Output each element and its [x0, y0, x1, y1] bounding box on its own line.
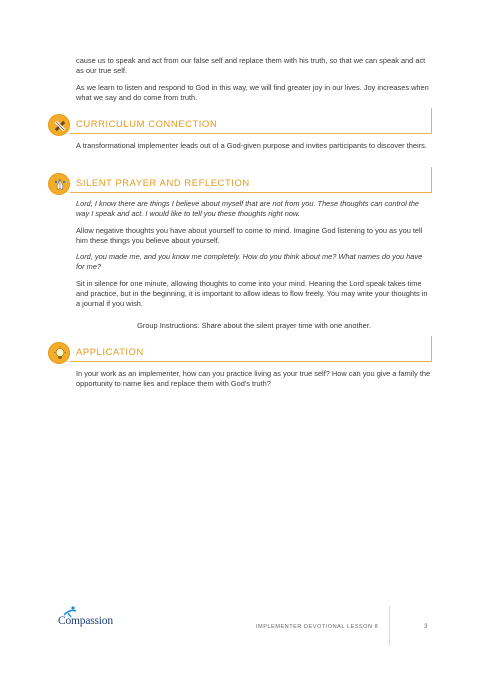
curriculum-body: [76, 141, 432, 151]
page-number: 3: [424, 623, 428, 630]
footer-divider: [389, 606, 390, 646]
application-body: [76, 369, 432, 390]
section-vertical-rule: [431, 167, 432, 193]
application-paragraph: In your work as an implementer, how can you practice living as your true self? How can you give a family the opportunity to name lies and replace them with God's truth?: [76, 369, 431, 389]
section-vertical-rule: [431, 108, 432, 134]
compassion-logo: [56, 606, 126, 630]
prayer-italic-paragraph-3: Lord, you made me, and you know me completely. How do you think about me? What names do you have for me?: [76, 252, 423, 272]
praying-hands-icon: [48, 173, 70, 195]
prayer-italic-paragraph-1: Lord, I know there are things I believe about myself that are not from you. These thoughts can control the way I speak and act. I would like to tell you these thoughts right now.: [76, 199, 420, 219]
group-instructions: Group Instructions: Share about the silent prayer time with one another.: [137, 320, 371, 330]
section-title: APPLICATION: [76, 346, 144, 357]
intro-paragraph-1: cause us to speak and act from our false self and replace them with his truth, so that we can speak and act as our true self.: [76, 56, 426, 76]
footer-lesson-title: IMPLEMENTER DEVOTIONAL LESSON 8: [256, 624, 379, 630]
prayer-section-header: [48, 173, 432, 199]
prayer-paragraph-4: Sit in silence for one minute, allowing thoughts to come into your mind. Hearing the Lord speak takes time and practice, but in the beginning, it is important to allow ideas to flow freely. You may write your thoughts in a journal if you wish.: [76, 278, 428, 309]
prayer-body: [76, 199, 432, 331]
section-title: SILENT PRAYER AND REFLECTION: [76, 177, 250, 188]
logo-wordmark: Compassion: [58, 615, 113, 627]
prayer-paragraph-2: Allow negative thoughts you have about yourself to come to mind. Imagine God listening to you as you tell him these things you believe about yourself.: [76, 225, 423, 245]
curriculum-paragraph: A transformational implementer leads out of a God-given purpose and invites participants to discover theirs.: [76, 141, 427, 150]
pencil-ruler-icon: [48, 114, 70, 136]
curriculum-section-header: [48, 114, 432, 140]
application-section-header: [48, 342, 432, 368]
section-rule: [70, 192, 432, 193]
intro-block: [76, 56, 432, 103]
section-rule: [70, 133, 432, 134]
section-vertical-rule: [431, 336, 432, 362]
intro-paragraph-2: As we learn to listen and respond to God in this way, we will find greater joy in our lives. Joy increases when what we say and do come from truth.: [76, 82, 429, 102]
section-title: CURRICULUM CONNECTION: [76, 118, 218, 129]
lightbulb-icon: [48, 342, 70, 364]
section-rule: [70, 361, 432, 362]
